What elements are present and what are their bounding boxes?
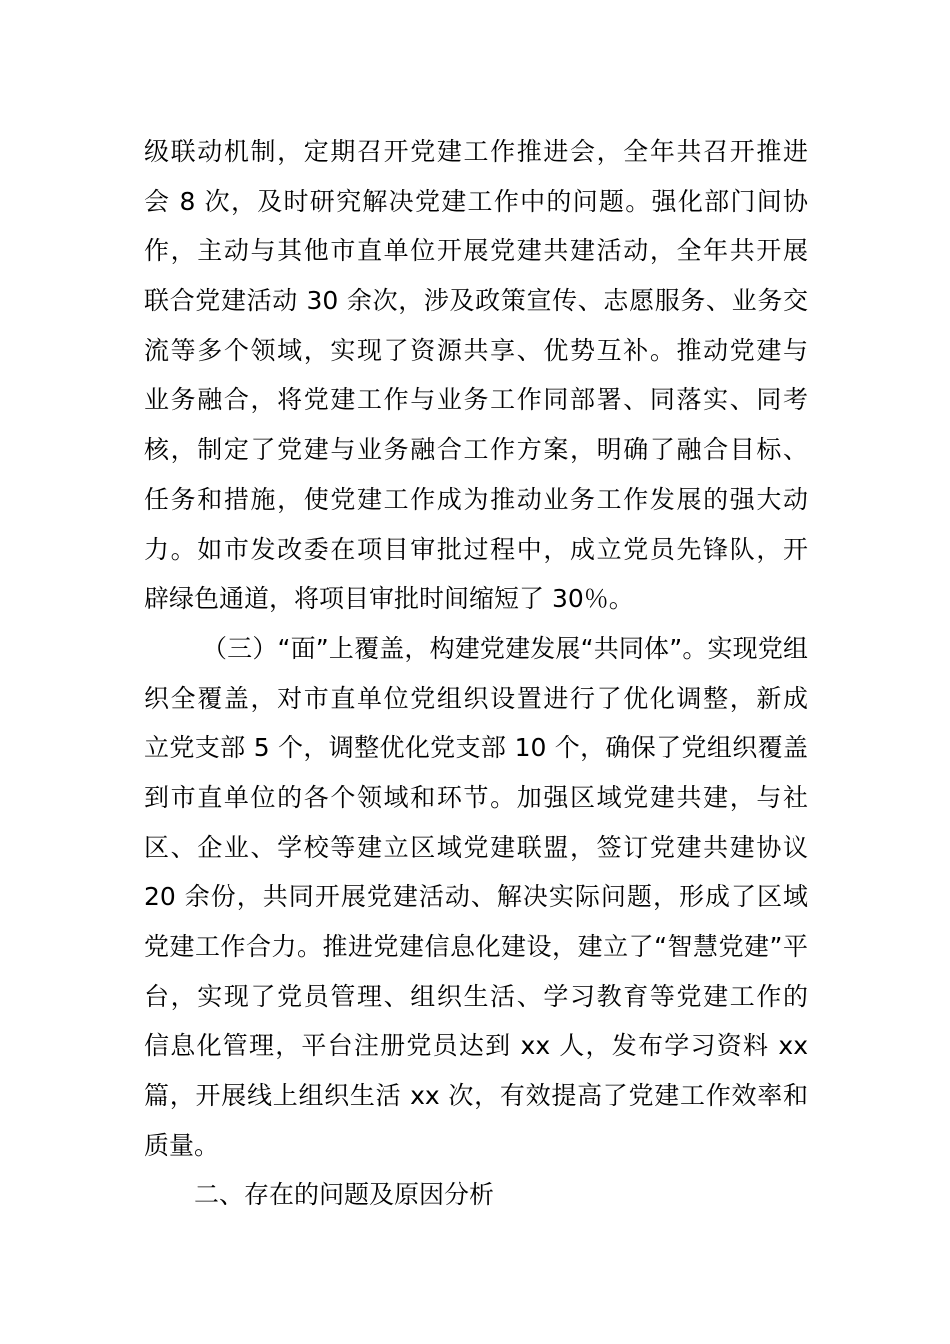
paragraph-full-coverage <box>144 624 808 1171</box>
text-line: 20 余份，共同开展党建活动、解决实际问题，形成了区域 <box>144 882 808 912</box>
text-line: 业务融合，将党建工作与业务工作同部署、同落实、同考 <box>144 385 808 415</box>
paragraph-linkage-mechanism <box>144 127 808 624</box>
text-line: 织全覆盖，对市直单位党组织设置进行了优化调整，新成 <box>144 683 808 713</box>
text-line: 党建工作合力。推进党建信息化建设，建立了“智慧党建”平 <box>144 932 808 961</box>
text-line: 力。如市发改委在项目审批过程中，成立党员先锋队，开 <box>144 534 808 564</box>
text-line: 核，制定了党建与业务融合工作方案，明确了融合目标、 <box>144 435 808 465</box>
text-line: 区、企业、学校等建立区域党建联盟，签订党建共建协议 <box>144 832 808 862</box>
text-line: 信息化管理，平台注册党员达到 xx 人，发布学习资料 xx <box>144 1031 808 1061</box>
text-line: 级联动机制，定期召开党建工作推进会，全年共召开推进 <box>144 137 808 166</box>
text-line: 质量。 <box>144 1130 220 1160</box>
text-line: 流等多个领域，实现了资源共享、优势互补。推动党建与 <box>144 335 808 365</box>
section-heading: 二、存在的问题及原因分析 <box>194 1180 495 1210</box>
text-line: 联合党建活动 30 余次，涉及政策宣传、志愿服务、业务交 <box>144 286 808 316</box>
text-line: 台，实现了党员管理、组织生活、学习教育等党建工作的 <box>144 981 808 1011</box>
text-line: （三）“面”上覆盖，构建党建发展“共同体”。实现党组 <box>202 633 808 663</box>
text-line: 辟绿色通道，将项目审批时间缩短了 30％。 <box>144 584 634 614</box>
text-line: 篇，开展线上组织生活 xx 次，有效提高了党建工作效率和 <box>144 1081 808 1111</box>
text-line: 到市直单位的各个领域和环节。加强区域党建共建，与社 <box>144 782 808 812</box>
text-line: 作，主动与其他市直单位开展党建共建活动，全年共开展 <box>144 236 808 266</box>
text-line: 任务和措施，使党建工作成为推动业务工作发展的强大动 <box>144 484 808 514</box>
document-body <box>144 127 808 1220</box>
text-line: 会 8 次，及时研究解决党建工作中的问题。强化部门间协 <box>144 186 808 216</box>
text-line: 立党支部 5 个，调整优化党支部 10 个，确保了党组织覆盖 <box>144 733 808 763</box>
